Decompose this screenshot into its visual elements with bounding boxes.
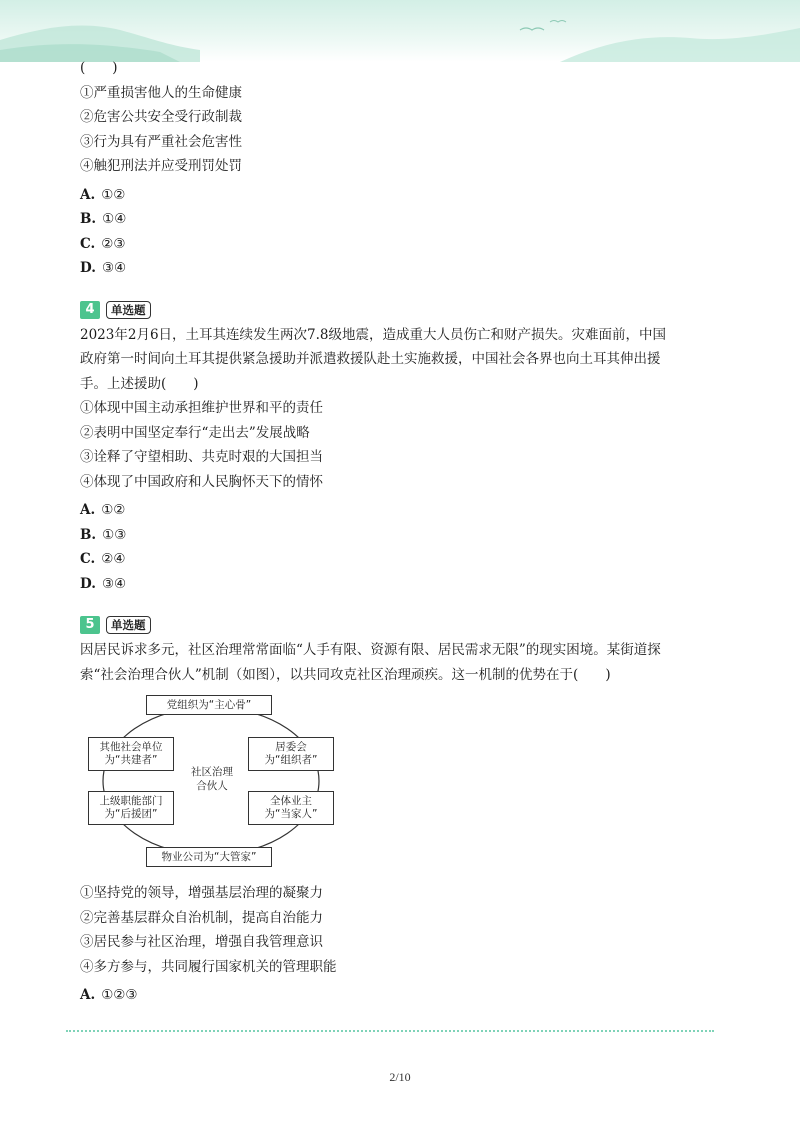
q4-header	[80, 299, 720, 321]
q3-option-d[interactable]: D. ③④	[80, 260, 127, 276]
question-3	[80, 56, 720, 281]
q3-stem-tail: ( )	[80, 60, 118, 76]
q5-item-1: ①坚持党的领导，增强基层治理的凝聚力	[80, 885, 323, 901]
q5-number-badge: 5	[80, 616, 100, 634]
q4-type-badge: 单选题	[106, 301, 151, 319]
q3-item-3: ③行为具有严重社会危害性	[80, 133, 242, 150]
question-4	[80, 299, 720, 597]
q3-option-c[interactable]: C. ②③	[80, 235, 126, 252]
diagram-box-right-upper: 居委会 为“组织者”	[248, 737, 334, 771]
q5-option-a[interactable]: A. ①②③	[80, 987, 138, 1003]
q4-item-2: ②表明中国坚定奉行“走出去”发展战略	[80, 424, 310, 441]
q4-stem-line-3: 手。上述援助( )	[80, 375, 199, 392]
q4-option-b[interactable]: B. ①③	[80, 526, 127, 543]
q5-item-4: ④多方参与，共同履行国家机关的管理职能	[80, 958, 337, 975]
diagram-box-right-lower: 全体业主 为“当家人”	[248, 791, 334, 825]
q5-item-2: ②完善基层群众自治机制，提高自治能力	[80, 909, 323, 926]
q4-option-c[interactable]: C. ②④	[80, 551, 126, 567]
governance-diagram	[84, 695, 344, 871]
question-5	[80, 614, 720, 1008]
mountain-decoration	[0, 0, 800, 62]
diagram-box-top: 党组织为“主心骨”	[146, 695, 272, 715]
document-body	[80, 56, 720, 1008]
q5-stem-line-1: 因居民诉求多元，社区治理常常面临“人手有限、资源有限、居民需求无限”的现实困境。某街道探	[80, 642, 661, 658]
q3-item-1: ①严重损害他人的生命健康	[80, 84, 242, 101]
q4-item-1: ①体现中国主动承担维护世界和平的责任	[80, 400, 323, 416]
q5-item-3: ③居民参与社区治理，增强自我管理意识	[80, 934, 323, 950]
q4-item-4: ④体现了中国政府和人民胸怀天下的情怀	[80, 473, 323, 490]
q4-option-a[interactable]: A. ①②	[80, 502, 126, 518]
diagram-box-left-upper: 其他社会单位 为“共建者”	[88, 737, 174, 771]
dotted-divider	[66, 1030, 714, 1034]
diagram-box-left-lower: 上级职能部门 为“后援团”	[88, 791, 174, 825]
q5-header	[80, 614, 720, 636]
q3-item-4: ④触犯刑法并应受刑罚处罚	[80, 158, 242, 174]
q3-option-a[interactable]: A. ①②	[80, 186, 126, 203]
q4-option-d[interactable]: D. ③④	[80, 575, 127, 592]
q3-option-b[interactable]: B. ①④	[80, 211, 127, 227]
q5-stem-line-2: 索“社会治理合伙人”机制（如图），以共同攻克社区治理顽疾。这一机制的优势在于( )	[80, 666, 611, 683]
diagram-box-bottom: 物业公司为“大管家”	[146, 847, 272, 867]
q5-type-badge: 单选题	[106, 616, 151, 634]
q4-number-badge: 4	[80, 301, 100, 319]
q3-item-2: ②危害公共安全受行政制裁	[80, 109, 242, 125]
page-number: 2/10	[389, 1070, 411, 1084]
diagram-center-label: 社区治理 合伙人	[191, 766, 233, 792]
header-banner	[0, 0, 800, 62]
q4-stem-line-2: 政府第一时间向土耳其提供紧急援助并派遣救援队赴土实施救援，中国社会各界也向土耳其伸出援	[80, 351, 661, 367]
q4-item-3: ③诠释了守望相助、共克时艰的大国担当	[80, 449, 323, 465]
q4-stem-line-1: 2023年2月6日，土耳其连续发生两次7.8级地震，造成重大人员伤亡和财产损失。灾难面前，中国	[80, 326, 667, 343]
